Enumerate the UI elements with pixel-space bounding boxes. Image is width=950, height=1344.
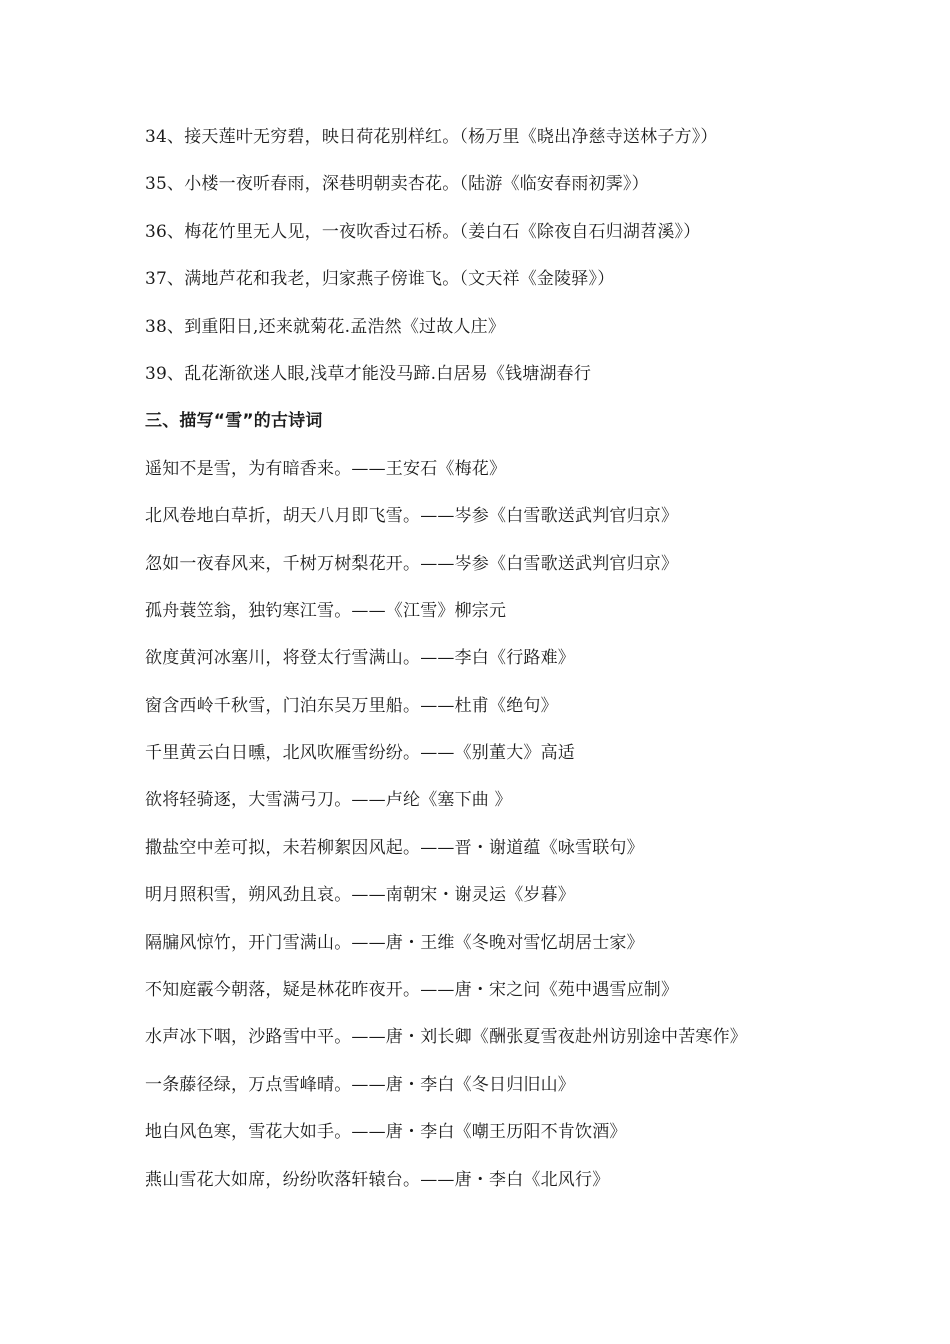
snow-line: 水声冰下咽，沙路雪中平。——唐・刘长卿《酬张夏雪夜赴州访别途中苦寒作》 bbox=[145, 1027, 747, 1048]
poem-line-36: 36、梅花竹里无人见，一夜吹香过石桥。（姜白石《除夜自石归湖苕溪》） bbox=[145, 221, 701, 242]
poem-line-35: 35、小楼一夜听春雨，深巷明朝卖杏花。（陆游《临安春雨初霁》） bbox=[145, 174, 649, 195]
snow-line: 隔牖风惊竹，开门雪满山。——唐・王维《冬晚对雪忆胡居士家》 bbox=[145, 932, 644, 953]
snow-line: 欲将轻骑逐，大雪满弓刀。——卢纶《塞下曲 》 bbox=[145, 790, 512, 811]
section-heading-snow: 三、描写“雪”的古诗词 bbox=[145, 411, 323, 432]
snow-line: 孤舟蓑笠翁，独钓寒江雪。——《江雪》柳宗元 bbox=[145, 600, 507, 621]
snow-line: 一条藤径绿，万点雪峰晴。——唐・李白《冬日归旧山》 bbox=[145, 1074, 575, 1095]
snow-line: 千里黄云白日曛，北风吹雁雪纷纷。——《别董大》高适 bbox=[145, 743, 575, 764]
snow-line: 地白风色寒，雪花大如手。——唐・李白《嘲王历阳不肯饮酒》 bbox=[145, 1122, 627, 1143]
snow-line: 窗含西岭千秋雪，门泊东吴万里船。——杜甫《绝句》 bbox=[145, 695, 558, 716]
poem-line-34: 34、接天莲叶无穷碧，映日荷花别样红。（杨万里《晓出净慈寺送林子方》） bbox=[145, 127, 718, 147]
snow-line: 撒盐空中差可拟，未若柳絮因风起。——晋・谢道蕴《咏雪联句》 bbox=[145, 837, 644, 858]
snow-line: 遥知不是雪，为有暗香来。——王安石《梅花》 bbox=[145, 458, 507, 479]
snow-line: 不知庭霰今朝落，疑是林花昨夜开。——唐・宋之问《苑中遇雪应制》 bbox=[145, 980, 679, 1001]
snow-line: 北风卷地白草折，胡天八月即飞雪。——岑参《白雪歌送武判官归京》 bbox=[145, 506, 679, 527]
snow-line: 燕山雪花大如席，纷纷吹落轩辕台。——唐・李白《北风行》 bbox=[145, 1169, 610, 1190]
poem-line-37: 37、满地芦花和我老，归家燕子傍谁飞。（文天祥《金陵驿》） bbox=[145, 269, 615, 290]
snow-line: 明月照积雪，朔风劲且哀。——南朝宋・谢灵运《岁暮》 bbox=[145, 885, 575, 906]
poem-line-39: 39、乱花渐欲迷人眼,浅草才能没马蹄.白居易《钱塘湖春行 bbox=[145, 363, 592, 384]
poem-line-38: 38、到重阳日,还来就菊花.孟浩然《过故人庄》 bbox=[145, 316, 506, 337]
document-page bbox=[145, 121, 935, 1211]
snow-line: 忽如一夜春风来，千树万树梨花开。——岑参《白雪歌送武判官归京》 bbox=[145, 553, 679, 574]
snow-line: 欲度黄河冰塞川，将登太行雪满山。——李白《行路难》 bbox=[145, 648, 575, 669]
